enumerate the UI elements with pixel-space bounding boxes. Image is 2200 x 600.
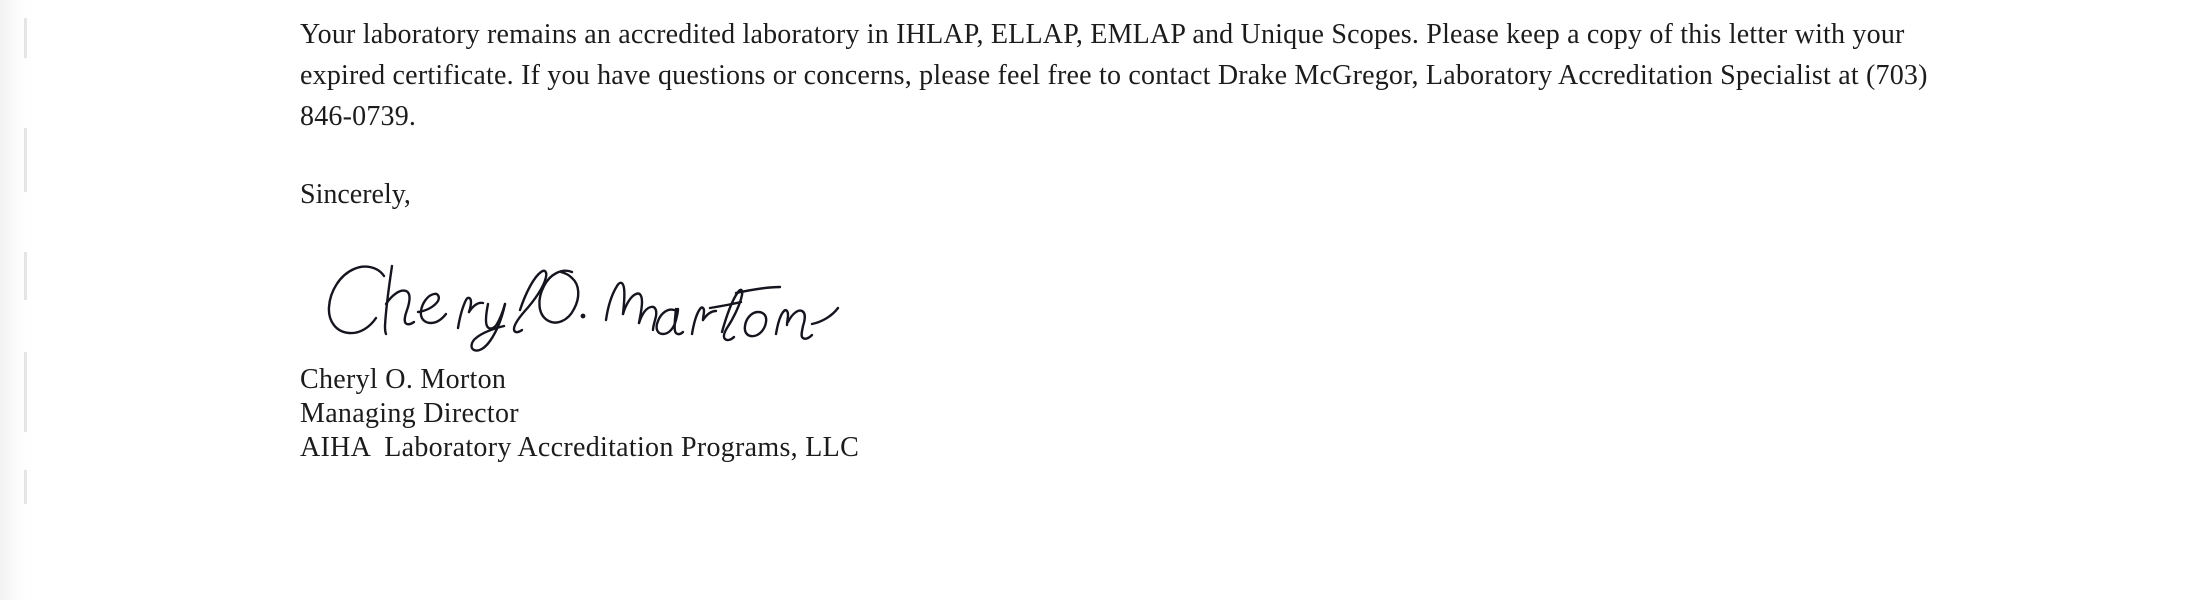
handwritten-signature	[306, 250, 886, 360]
signer-title: Managing Director	[300, 398, 519, 429]
closing-salutation: Sincerely,	[300, 179, 411, 210]
signer-name: Cheryl O. Morton	[300, 364, 507, 395]
letter-body	[300, 14, 1940, 137]
signer-organization: AIHA Laboratory Accreditation Programs, LLC	[300, 432, 860, 463]
body-paragraph: Your laboratory remains an accredited laboratory in IHLAP, ELLAP, EMLAP and Unique Scopes. Please keep a copy of this letter with your expired certificate. If you have questions or concerns, please feel free to contact Drake McGregor, Laboratory Accreditation Specialist at (703) 846-0739.	[300, 19, 1928, 132]
signature-block	[300, 363, 859, 465]
